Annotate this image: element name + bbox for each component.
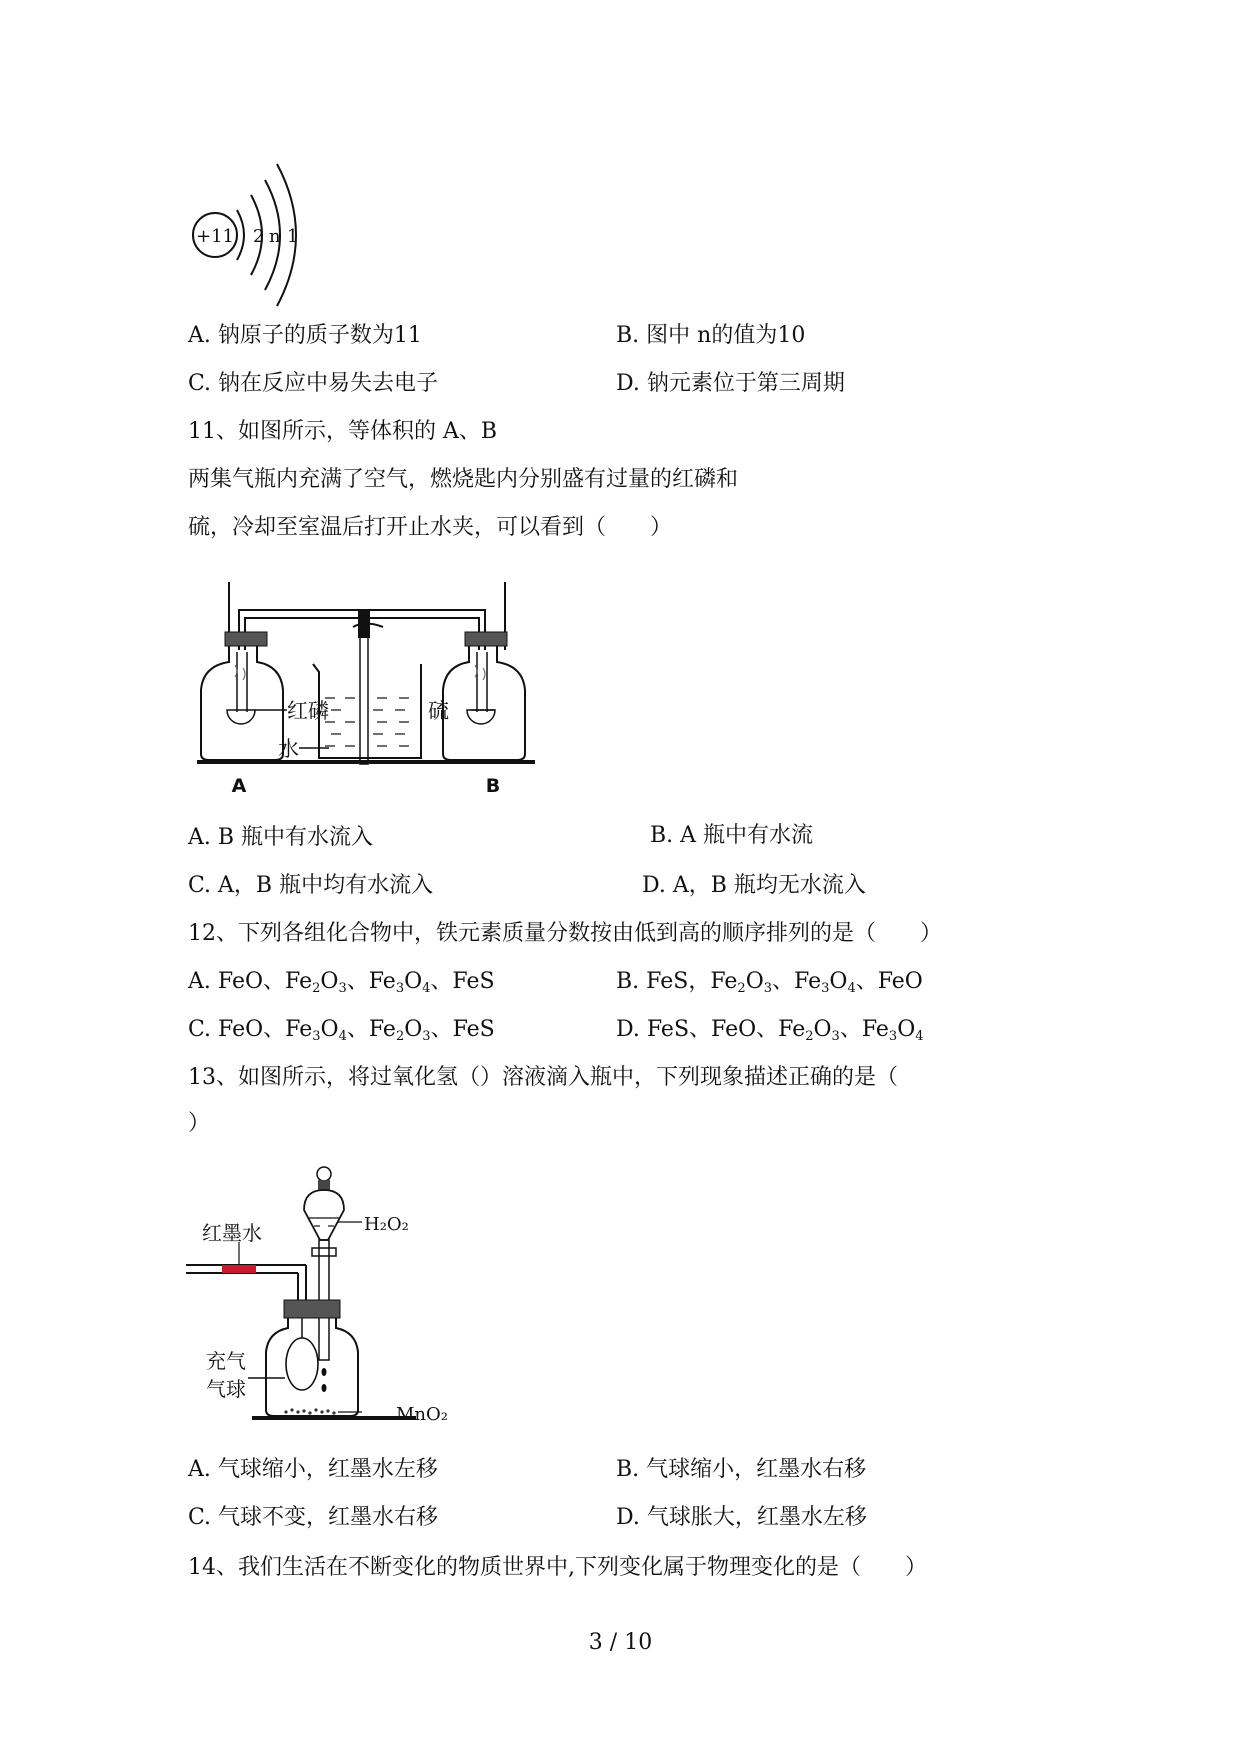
q10-option-c: C. 钠在反应中易失去电子 <box>188 371 439 396</box>
q12-option-d-label: D. <box>616 1017 640 1042</box>
q11-option-d: D. A，B 瓶均无水流入 <box>642 873 866 898</box>
formula-subscript: 4 <box>422 981 431 996</box>
label-red-phosphorus: 红磷 <box>287 699 329 723</box>
q12-option-d <box>616 1016 924 1051</box>
shell-2-electrons: n <box>269 226 281 247</box>
formula-subscript: 3 <box>422 1029 431 1044</box>
formula-text: O <box>745 969 764 994</box>
page-number: 3 / 10 <box>588 1630 653 1655</box>
formula-text: FeO <box>217 969 264 994</box>
formula-subscript: 3 <box>763 981 773 996</box>
q12-option-a <box>188 968 495 1003</box>
q12-stem: 12、下列各组化合物中，铁元素质量分数按由低到高的顺序排列的是（ ） <box>188 921 942 946</box>
formula-text: O <box>320 969 339 994</box>
q11-option-c: C. A，B 瓶中均有水流入 <box>188 873 434 898</box>
formula-text: 、FeO <box>855 969 923 994</box>
q11-apparatus-figure <box>195 572 540 797</box>
formula-text: FeS，Fe <box>646 969 738 994</box>
formula-text: O <box>404 969 423 994</box>
formula-text: 、Fe <box>346 969 396 994</box>
q12-option-a-label: A. <box>188 969 211 994</box>
formula-subscript: 3 <box>312 1029 321 1044</box>
q12-option-c <box>188 1016 495 1051</box>
q11-option-b: B. A 瓶中有水流 <box>650 823 814 848</box>
q13-option-b: B. 气球缩小，红墨水右移 <box>616 1457 867 1482</box>
q13-option-d: D. 气球胀大，红墨水左移 <box>616 1505 867 1530</box>
label-mno2: MnO₂ <box>396 1404 448 1425</box>
formula-subscript: 2 <box>737 981 746 996</box>
q13-stem-end: ） <box>188 1111 211 1136</box>
formula-subscript: 3 <box>831 1029 840 1044</box>
formula-text: O <box>404 1017 423 1042</box>
q13-option-a: A. 气球缩小，红墨水左移 <box>188 1457 438 1482</box>
formula-subscript: 3 <box>888 1029 898 1044</box>
formula-subscript: 4 <box>847 981 856 996</box>
q11-stem-line1: 11、如图所示，等体积的 A、B <box>188 419 498 444</box>
formula-text: 、FeS <box>430 1017 495 1042</box>
q13-option-c: C. 气球不变，红墨水右移 <box>188 1505 439 1530</box>
formula-text: O <box>320 1017 339 1042</box>
q13-stem: 13、如图所示，将过氧化氢（）溶液滴入瓶中，下列现象描述正确的是（ <box>188 1065 898 1090</box>
formula-text: 、Fe <box>839 1017 889 1042</box>
formula-text: O <box>897 1017 916 1042</box>
formula-text: 、Fe <box>772 969 822 994</box>
formula-subscript: 2 <box>805 1029 814 1044</box>
q12-option-b-label: B. <box>616 969 640 994</box>
formula-subscript: 2 <box>312 981 321 996</box>
q12-option-c-label: C. <box>188 1017 212 1042</box>
formula-subscript: 4 <box>338 1029 347 1044</box>
label-water: 水 <box>278 737 299 761</box>
formula-subscript: 3 <box>395 981 405 996</box>
label-bottle-b: B <box>485 775 501 797</box>
q10-option-a: A. 钠原子的质子数为11 <box>188 323 422 348</box>
formula-subscript: 3 <box>338 981 347 996</box>
formula-text: O <box>813 1017 832 1042</box>
q10-option-d: D. 钠元素位于第三周期 <box>616 371 845 396</box>
formula-subscript: 2 <box>395 1029 405 1044</box>
label-balloon-line2: 气球 <box>206 1377 246 1401</box>
q11-stem-line2: 两集气瓶内充满了空气，燃烧匙内分别盛有过量的红磷和 <box>188 467 739 492</box>
q11-option-a: A. B 瓶中有水流入 <box>188 825 374 850</box>
formula-text: 、FeS <box>430 969 495 994</box>
shell-3-electrons: 1 <box>287 226 299 247</box>
shell-1-electrons: 2 <box>253 226 265 247</box>
q13-apparatus-figure <box>186 1160 456 1430</box>
formula-subscript: 4 <box>915 1029 924 1044</box>
nucleus-charge: +11 <box>196 226 234 247</box>
q10-option-b: B. 图中 n的值为10 <box>616 323 806 348</box>
q12-option-b <box>616 968 923 1003</box>
formula-text: FeS、FeO、Fe <box>646 1017 806 1042</box>
q14-stem: 14、我们生活在不断变化的物质世界中,下列变化属于物理变化的是（ ） <box>188 1555 927 1580</box>
label-sulfur: 硫 <box>428 699 449 723</box>
formula-subscript: 3 <box>821 981 830 996</box>
q11-stem-line3: 硫，冷却至室温后打开止水夹，可以看到（ ） <box>188 515 673 540</box>
label-h2o2: H₂O₂ <box>364 1214 409 1235</box>
formula-text: O <box>829 969 848 994</box>
formula-text: 、Fe <box>263 969 313 994</box>
formula-text: FeO、Fe <box>218 1017 313 1042</box>
label-bottle-a: A <box>231 775 247 797</box>
formula-text: 、Fe <box>346 1017 396 1042</box>
sodium-atom-structure-diagram <box>185 150 315 300</box>
label-balloon-line1: 充气 <box>206 1349 246 1373</box>
label-red-ink: 红墨水 <box>202 1221 262 1245</box>
